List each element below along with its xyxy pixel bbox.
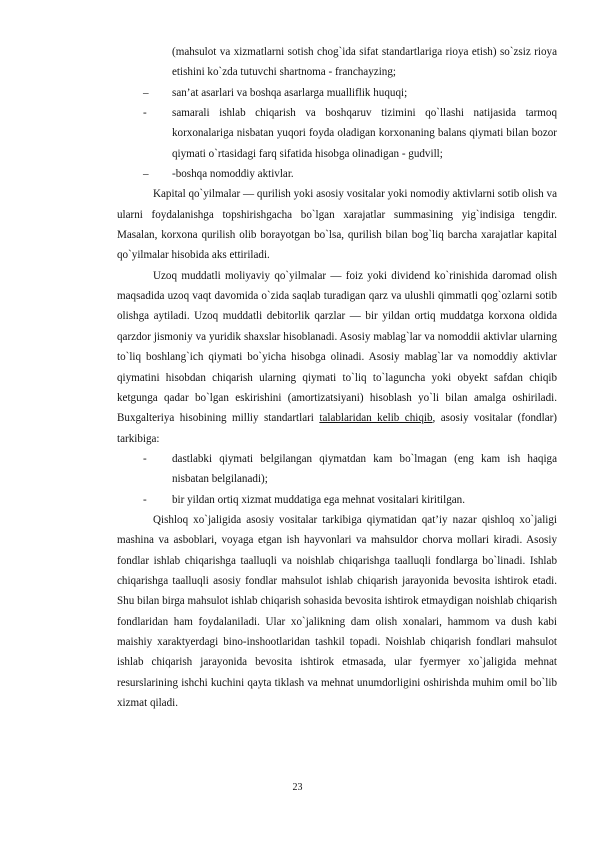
page-content xyxy=(117,42,557,713)
dash-bullet-icon: - xyxy=(143,452,147,465)
dash-bullet-icon: - xyxy=(143,493,147,506)
list-item-text: bir yildan ortiq xizmat muddatiga ega mehnat vositalari kiritilgan. xyxy=(172,493,465,506)
list-item xyxy=(117,83,557,103)
dash-bullet-icon: – xyxy=(143,168,149,181)
list-item-text: samarali ishlab chiqarish va boshqaruv tizimini qo`llashi natijasida tarmoq korxonalariga nisbatan yuqori foyda oladigan korxonaning balans qiymati bilan bozor qiymati o`rtasidagi farq sifatida hisobga olinadigan - gudvill; xyxy=(172,107,557,160)
paragraph-long-term-investments xyxy=(117,266,557,449)
list-item-text: dastlabki qiymati belgilangan qiymatdan kam bo`lmagan (eng kam ish haqiga nisbatan belgilanadi); xyxy=(172,452,557,486)
list-item xyxy=(117,490,557,510)
dash-bullet-icon: – xyxy=(143,86,149,99)
paragraph-text: , asosiy vositalar (fondlar) tarkibiga: xyxy=(117,412,558,445)
list-item xyxy=(117,164,557,184)
page-number: 23 xyxy=(292,782,303,793)
underlined-link[interactable]: talablaridan kelib chiqib xyxy=(319,412,433,425)
list-item-text: san’at asarlari va boshqa asarlarga mualliflik huquqi; xyxy=(172,86,408,99)
list-item xyxy=(117,449,557,490)
bullet-list-fixed-assets xyxy=(117,449,557,510)
dash-bullet-icon: - xyxy=(143,107,147,120)
list-item-continuation: (mahsulot va xizmatlarni sotish chog`ida sifat standartlariga rioya etish) so`zsiz rioya etishini ko`zda tutuvchi shartnoma - franchayzing; xyxy=(172,46,557,79)
paragraph-agriculture: Qishloq xo`jaligida asosiy vositalar tarkibiga qiymatidan qat’iy nazar qishloq xo`jaligi mashina va asboblari, voyaga etgan ish hayvonlari va mahsuldor chorva mollari kiradi. Asosiy fondlar ishlab chiqarishga taalluqli va noishlab chiqarishga taalluqli fondlarga bo`linadi. Ishlab chiqarishga taalluqli asosiy fondlar mahsulot ishlab chiqarish jarayonida bevosita ishtirok etadi. Shu bilan birga mahsulot ishlab chiqarish sohasida bevosita ishtirok etmaydigan noishlab chiqarish fondlaridan ham foydalaniladi. Ular xo`jalikning dam olish xonalari, hammom va dush kabi maishiy xaraktyerdagi bino-inshootlaridan tashkil topadi. Noishlab chiqarish fondlari mahsulot ishlab chiqarish jarayonida bevosita ishtirok etmasada, ular fyermyer xo`jaligida mehnat resurslarining ishchi kuchini qayta tiklash va mehnat unumdorligini oshirishda muhim omil bo`lib xizmat qiladi. xyxy=(117,513,557,709)
list-item xyxy=(117,103,557,164)
paragraph-text: Uzoq muddatli moliyaviy qo`yilmalar — foiz yoki dividend ko`rinishida daromad olish maqsadida uzoq vaqt davomida o`zida saqlab turadigan qarz va ulushli qimmatli qog`ozlarni sotib olishga aytiladi. Uzoq muddatli debitorlik qarzlar — bir yildan ortiq muddatga korxona oldida qarzdor jismoniy va yuridik shaxslar hisoblanadi. Asosiy mablag`lar va nomoddii aktivlar ularning to`liq boshlang`ich qiymati bo`yicha hisobga olinadi. Asosiy mablag`lar va nomoddiy aktivlar qiymatini hisobdan chiqarish ularning qiymati to`liq to`laguncha yoki obyekt safdan chiqib ketgunga qadar bo`lgan eskirishini (amortizatsiyani) hisoblash yo`li bilan amalga oshiriladi. Buxgalteriya hisobining milliy standartlari xyxy=(117,269,557,425)
list-item-text: -boshqa nomoddiy aktivlar. xyxy=(172,168,294,181)
bullet-list-assets xyxy=(117,83,557,185)
paragraph-capital-investments: Kapital qo`yilmalar — qurilish yoki asosiy vositalar yoki nomodiy aktivlarni sotib olish va ularni foydalanishga topshirishgacha bo`lgan xarajatlar summasining yig`indisiga tengdir. Masalan, korxona qurilish olib borayotgan bo`lsa, qurilish bilan bog`liq barcha xarajatlar kapital qo`yilmalar hisobida aks ettiriladi. xyxy=(117,188,557,262)
